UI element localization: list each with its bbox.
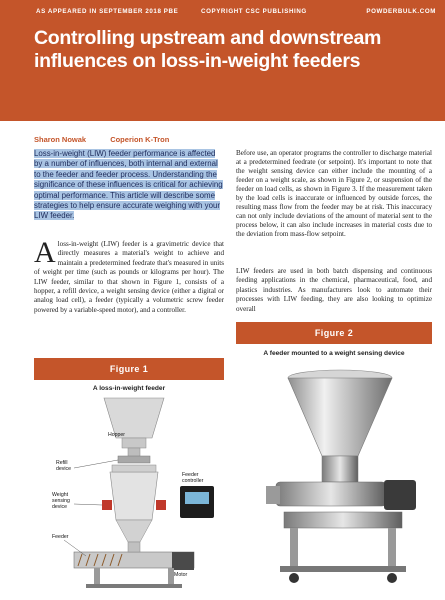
label-weight-3: device [52,504,67,510]
figure1-illustration [34,392,224,592]
lead-paragraph [34,236,224,315]
load-cell-right [156,500,166,510]
author-company: Coperion K-Tron [110,135,170,144]
figure1-bar [34,358,224,380]
figure1-label: Figure 1 [109,364,149,374]
abstract [34,149,224,222]
body-paragraph-1: Before use, an operator programs the controller to discharge material at a predetermined feedrate (or setpoint). It's important to note that the weight sensing device can either include the mounting of a feeder on a weight scale, as shown in Figure 2, or suspension of the feeder on load cells, as shown in Figure 3. If the measurement taken by the load cells is inaccurate or influenced by outside forces, the resulting mass flow from the feeder may be at risk. This inaccuracy can not only include deviations of the amount of material sent to the process below, it can also include increases in material costs due to the deviation from mass-flow setpoint. [236,149,432,238]
label-controller-1: Feeder [182,472,199,478]
abstract-text: Loss-in-weight (LIW) feeder performance is affected by a number of influences, both internal and external to the feeder and feeder process. Understanding the significance of these influences is critical for achieving optimal performance. This article will describe some strategies to help ensure accurate weighing with your LIW feeder. [34,149,223,221]
label-weight-1: Weight [52,492,69,498]
header-band [0,0,445,121]
lead-text: loss-in-weight (LIW) feeder is a gravimetric device that directly measures a material's weight to achieve and maintain a predetermined feedrate that's measured in units of weight per time (such as pounds or kilograms per hour). The LIW feeder, similar to that shown in Figure 1, consists of a hopper, a refill device, a weight sensing device (either a digital or analog load cell), a feeder (typically a volumetric screw feeder powered by a variable-speed motor), and a controller. [34,240,224,314]
scale-base [284,512,402,528]
label-hopper: Hopper [108,432,126,438]
copyright-note: COPYRIGHT CSC PUBLISHING [201,8,307,15]
motor-shape [172,552,194,570]
label-feeder: Feeder [52,534,69,540]
label-refill-1: Refill [56,460,68,466]
label-refill-2: device [56,466,71,472]
appeared-note: AS APPEARED IN SEPTEMBER 2018 PBE [36,8,179,15]
motor-photo-shape [384,480,416,510]
feeder-tube-shape [276,482,386,506]
figure1-caption: A loss-in-weight feeder [92,385,166,392]
load-cell-left [102,500,112,510]
top-line [0,6,445,18]
label-motor: Motor [174,572,188,578]
hopper-shape [288,378,392,456]
drop-cap: A [34,236,56,269]
figure2-photo [236,336,432,592]
author-name: Sharon Nowak [34,135,87,144]
refill-valve-shape [118,456,150,463]
site-link[interactable]: POWDERBULK.COM [366,8,436,15]
label-controller-2: controller [182,478,204,484]
feeder-hopper-shape [110,472,158,520]
figure2-label: Figure 2 [314,328,354,338]
body-paragraph-2: LIW feeders are used in both batch dispensing and continuous feeding applications in the chemical, pharmaceutical, food, and plastics industries. As manufacturers look to automate their processes with LIW feeding, they are also looking to optimize overall [236,267,432,313]
article-title: Controlling upstream and downstream influences on loss-in-weight feeders [34,27,382,72]
label-weight-2: sensing [52,498,70,504]
figure2-caption: A feeder mounted to a weight sensing device [263,350,405,357]
byline [34,135,191,144]
